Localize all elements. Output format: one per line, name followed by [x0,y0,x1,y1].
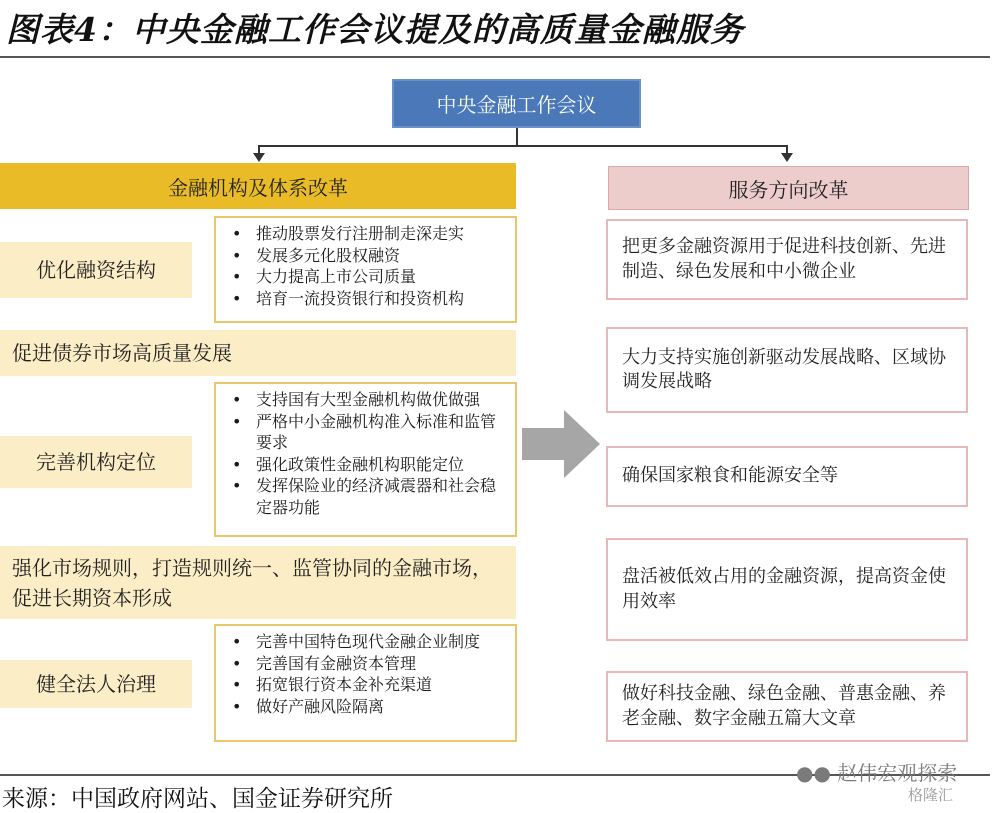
category-financing-structure: 优化融资结构 [0,242,192,298]
bullet-item: • 发展多元化股权融资 [230,245,507,267]
bullet-item: • 支持国有大型金融机构做优做强 [230,389,507,411]
category-corporate-governance: 健全法人治理 [0,660,192,708]
category-market-rules: 强化市场规则，打造规则统一、监管协同的金融市场，促进长期资本形成 [0,546,516,619]
connector-right-drop [786,145,788,153]
bullet-item: • 完善中国特色现代金融企业制度 [230,631,507,653]
category-institution-positioning: 完善机构定位 [0,436,192,488]
bullet-item: • 强化政策性金融机构职能定位 [230,454,507,476]
watermark-logo-text: 格隆汇 [908,786,954,804]
connector-left-drop [258,145,260,153]
bullet-item: • 培育一流投资银行和投资机构 [230,288,507,310]
bullet-box-institutions [214,382,517,537]
arrowhead-right [781,153,793,162]
bullet-item: • 做好产融风险隔离 [230,696,507,718]
bullet-item: • 发挥保险业的经济减震器和社会稳定器功能 [230,475,507,518]
central-node: 中央金融工作会议 [392,79,641,128]
title-underline [0,56,990,58]
bullet-item: • 推动股票发行注册制走深走实 [230,223,507,245]
service-box-resources: 盘活被低效占用的金融资源，提高资金使用效率 [606,538,968,641]
wechat-icon: ●● [796,761,831,785]
watermark [796,757,957,786]
service-box-tech: 把更多金融资源用于促进科技创新、先进制造、绿色发展和中小微企业 [606,219,968,300]
service-box-strategy: 大力支持实施创新驱动发展战略、区域协调发展战略 [606,327,968,413]
service-box-five-articles: 做好科技金融、绿色金融、普惠金融、养老金融、数字金融五篇大文章 [606,671,968,742]
bullet-box-financing [214,216,517,323]
arrowhead-left [253,153,265,162]
category-bond-market: 促进债券市场高质量发展 [0,330,516,376]
bullet-item: • 大力提高上市公司质量 [230,266,507,288]
bullet-item: • 严格中小金融机构准入标准和监管要求 [230,411,507,454]
bullet-box-governance [214,624,517,742]
right-arrow-icon [522,410,600,478]
source-note: 来源：中国政府网站、国金证券研究所 [2,786,393,812]
bullet-item: • 拓宽银行资本金补充渠道 [230,674,507,696]
watermark-logo [908,784,953,805]
left-header: 金融机构及体系改革 [0,163,516,209]
connector-horizontal [258,145,788,147]
watermark-text: 赵伟宏观探索 [837,761,958,785]
connector-stem [516,128,518,146]
figure-title: 图表4：中央金融工作会议提及的高质量金融服务 [6,10,744,49]
bullet-item: • 完善国有金融资本管理 [230,653,507,675]
right-header: 服务方向改革 [608,166,969,210]
service-box-security: 确保国家粮食和能源安全等 [606,446,968,507]
